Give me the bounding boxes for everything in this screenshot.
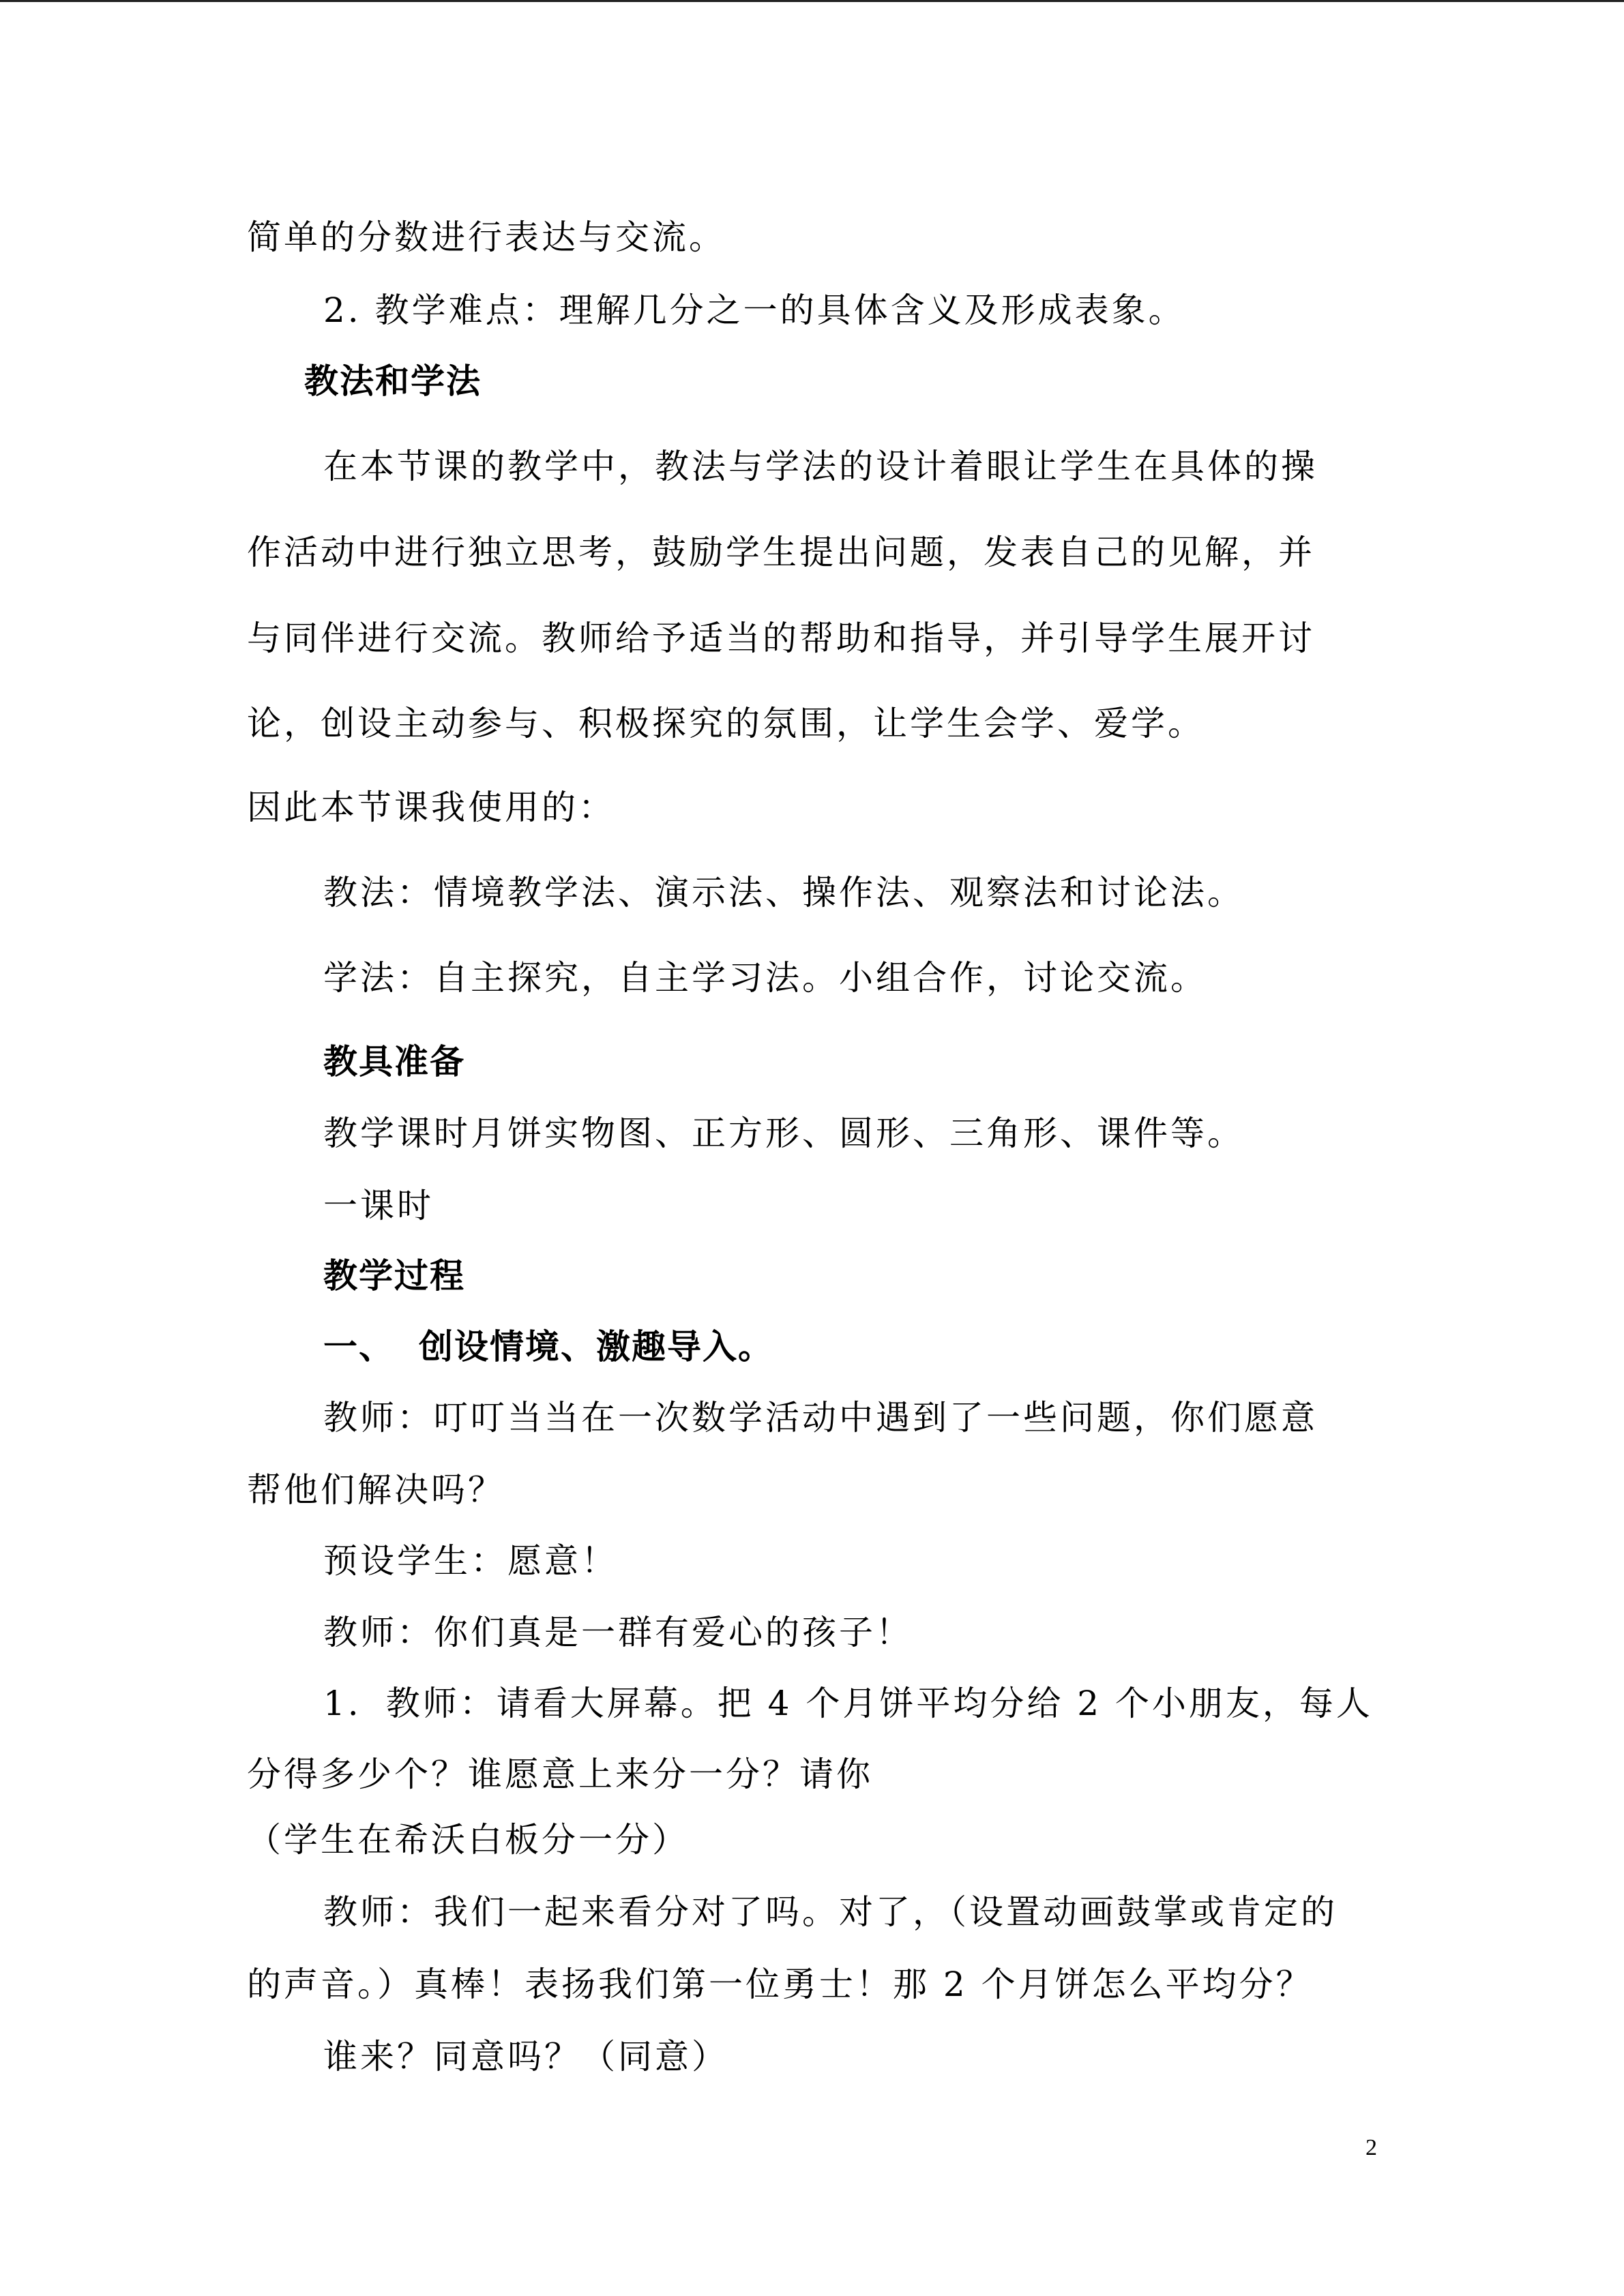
text-line: 与同伴进行交流。教师给予适当的帮助和指导，并引导学生展开讨 bbox=[247, 618, 1315, 658]
section-marker: 一、 bbox=[323, 1327, 394, 1367]
text-line: 教师：你们真是一群有爱心的孩子！ bbox=[323, 1613, 913, 1652]
text-line: 教师：叮叮当当在一次数学活动中遇到了一些问题，你们愿意 bbox=[323, 1398, 1318, 1437]
text-line: 的声音。）真棒！表扬我们第一位勇士！那 2 个月饼怎么平均分？ bbox=[247, 1965, 1313, 2004]
heading-methods: 教法和学法 bbox=[304, 361, 482, 401]
text-line: （学生在希沃白板分一分） bbox=[247, 1820, 689, 1860]
text-line: 教师：我们一起来看分对了吗。对了，（设置动画鼓掌或肯定的 bbox=[323, 1892, 1338, 1932]
text-line: 论，创设主动参与、积极探究的氛围，让学生会学、爱学。 bbox=[247, 704, 1205, 743]
text-line: 帮他们解决吗？ bbox=[247, 1470, 505, 1510]
text-line-learning-methods: 学法：自主探究，自主学习法。小组合作，讨论交流。 bbox=[323, 958, 1207, 998]
text-line-difficulty: 2. 教学难点：理解几分之一的具体含义及形成表象。 bbox=[323, 290, 1185, 330]
page-number: 2 bbox=[1365, 2135, 1377, 2160]
text-line: 一课时 bbox=[323, 1186, 434, 1225]
text-line-item-one bbox=[323, 1683, 1373, 1724]
text-line: 作活动中进行独立思考，鼓励学生提出问题，发表自己的见解，并 bbox=[247, 533, 1315, 572]
heading-section-one bbox=[323, 1326, 773, 1367]
item-marker: 1. bbox=[323, 1684, 361, 1723]
heading-teaching-aids: 教具准备 bbox=[323, 1042, 465, 1082]
heading-teaching-process: 教学过程 bbox=[323, 1256, 465, 1296]
item-text: 教师：请看大屏幕。把 4 个月饼平均分给 2 个小朋友，每人 bbox=[385, 1684, 1373, 1723]
text-line: 谁来？同意吗？（同意） bbox=[323, 2037, 728, 2076]
text-line: 在本节课的教学中，教法与学法的设计着眼让学生在具体的操 bbox=[323, 447, 1318, 486]
text-line: 预设学生：愿意！ bbox=[323, 1541, 618, 1581]
text-line: 教学课时月饼实物图、正方形、圆形、三角形、课件等。 bbox=[323, 1114, 1244, 1153]
text-line: 简单的分数进行表达与交流。 bbox=[247, 218, 726, 257]
section-title: 创设情境、激趣导入。 bbox=[419, 1327, 773, 1367]
text-line-teaching-methods: 教法：情境教学法、演示法、操作法、观察法和讨论法。 bbox=[323, 873, 1244, 912]
text-line: 因此本节课我使用的： bbox=[247, 788, 615, 827]
text-line: 分得多少个？谁愿意上来分一分？请你 bbox=[247, 1755, 873, 1794]
